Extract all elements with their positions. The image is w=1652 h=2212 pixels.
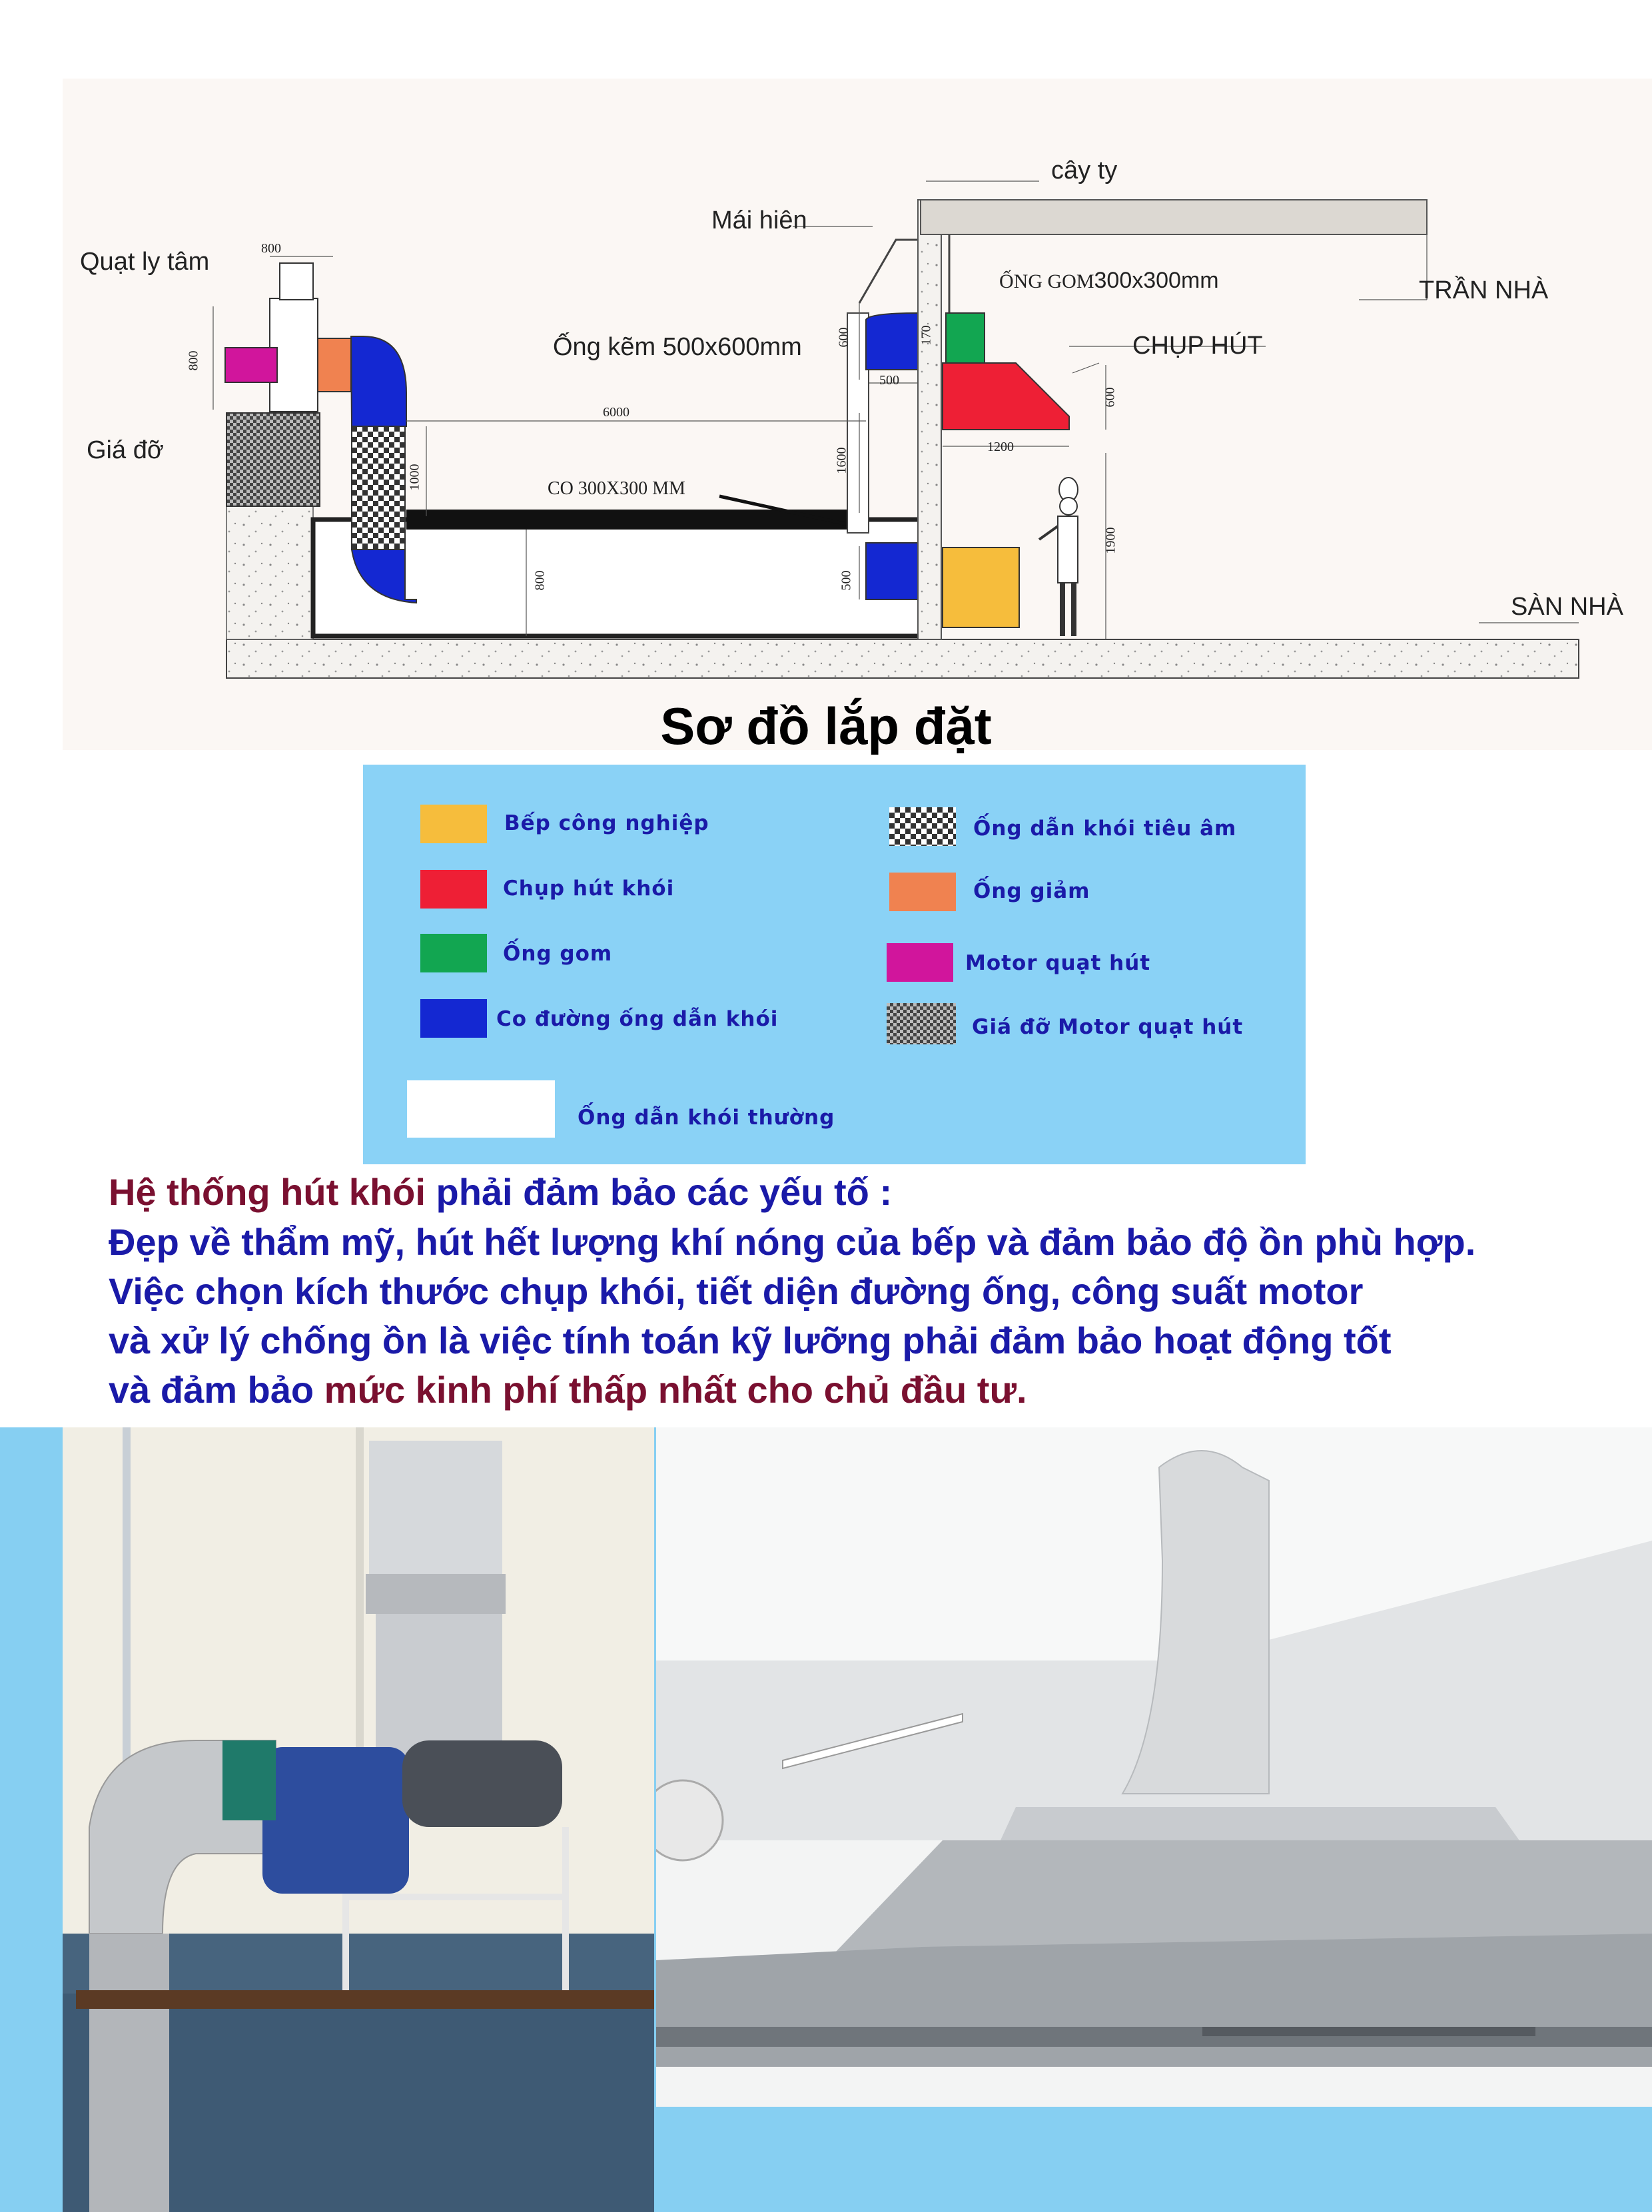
elbow-upper-left: [351, 336, 406, 426]
legend-label-ong-gom: Ống gom: [503, 942, 613, 966]
legend-label-bep: Bếp công nghiệp: [504, 811, 709, 835]
floor-slab: [226, 639, 1579, 678]
legend-label-gia-do: Giá đỡ Motor quạt hút: [972, 1015, 1244, 1039]
building-wall: [918, 200, 941, 639]
label-ong-gom: [999, 268, 1219, 294]
dim-500-mid: 500: [879, 373, 899, 388]
legend-swatch-ong-giam: [889, 873, 956, 911]
dim-6000: 6000: [603, 405, 629, 420]
ceiling-beam: [921, 200, 1427, 234]
label-tran-nha: TRẦN NHÀ: [1419, 276, 1549, 304]
legend-swatch-chup: [420, 870, 487, 909]
body-line-5: [109, 1368, 1027, 1411]
label-co: CO 300X300 MM: [548, 478, 685, 499]
fan-support: [226, 413, 320, 506]
body-line-1: [109, 1170, 892, 1214]
legend-swatch-tieu-am: [889, 807, 956, 846]
legend-label-co: Co đường ống dẫn khói: [496, 1007, 779, 1031]
stove: [943, 548, 1019, 627]
dim-800-top: 800: [261, 241, 281, 256]
dim-800-mid: 800: [532, 570, 548, 591]
legend-label-motor: Motor quạt hút: [965, 951, 1151, 975]
label-gia-do: Giá đỡ: [87, 436, 164, 464]
legend-swatch-gia-do: [887, 1003, 956, 1044]
body-highlight-1: Hệ thống hút khói: [109, 1171, 426, 1213]
dim-1200: 1200: [987, 440, 1014, 454]
body-line-4: và xử lý chống ồn là việc tính toán kỹ lưỡng phải đảm bảo hoạt động tốt: [109, 1319, 1392, 1361]
label-ong-gom-size: 300x300mm: [1094, 268, 1219, 293]
elbow-upper-right: [866, 313, 918, 370]
dim-1900: 1900: [1103, 527, 1118, 554]
label-cay-ty: cây ty: [1051, 157, 1118, 184]
label-ong-kem: Ống kẽm 500x600mm: [553, 333, 802, 361]
legend-label-tieu-am: Ống dẫn khói tiêu âm: [973, 817, 1237, 841]
legend-swatch-bep: [420, 805, 487, 843]
chef-figure: [1039, 478, 1078, 636]
legend-label-chup: Chụp hút khói: [503, 877, 675, 901]
dim-600: 600: [836, 327, 851, 348]
label-chup-hut: CHỤP HÚT: [1132, 332, 1263, 360]
label-san-nha: SÀN NHÀ: [1511, 593, 1623, 621]
dim-170: 170: [919, 325, 934, 346]
hood: [943, 363, 1069, 430]
body-line-2: Đẹp về thẩm mỹ, hút hết lượng khí nóng của bếp và đảm bảo độ ồn phù hợp.: [109, 1221, 1476, 1263]
body-line-3: Việc chọn kích thước chụp khói, tiết diện đường ống, công suất motor: [109, 1270, 1364, 1312]
collector: [946, 313, 985, 363]
photo-fan-motor: [63, 1427, 654, 2212]
page-title: Sơ đồ lắp đặt: [660, 697, 992, 755]
body-line-5-start: và đảm bảo: [109, 1369, 324, 1411]
label-quat-ly-tam: Quạt ly tâm: [80, 248, 210, 276]
legend-label-ong-giam: Ống giảm: [973, 879, 1090, 903]
body-line-1-rest: phải đảm bảo các yếu tố :: [425, 1171, 893, 1213]
label-ong-gom-text: ỐNG GOM: [999, 270, 1094, 292]
motor: [225, 348, 277, 382]
legend-swatch-motor: [887, 943, 953, 982]
photo-kitchen-hood: [656, 1427, 1652, 2107]
installation-diagram: [0, 0, 1652, 753]
legend-swatch-ong-gom: [420, 934, 487, 972]
label-mai-hien: Mái hiên: [711, 206, 807, 234]
dim-600-hood: 600: [1102, 387, 1118, 408]
dim-800-left: 800: [186, 350, 201, 371]
legend-box: [363, 765, 1306, 1164]
reducer: [318, 338, 351, 392]
dim-1600: 1600: [834, 447, 849, 474]
dim-500-low: 500: [839, 570, 854, 591]
elbow-lower-right: [866, 543, 918, 599]
dim-1000: 1000: [407, 464, 422, 491]
legend-swatch-co: [420, 999, 487, 1038]
legend-swatch-thuong: [407, 1080, 555, 1138]
legend-label-thuong: Ống dẫn khói thường: [578, 1106, 835, 1130]
body-highlight-2: mức kinh phí thấp nhất cho chủ đầu tư.: [324, 1369, 1027, 1411]
silencer-duct: [352, 426, 405, 550]
